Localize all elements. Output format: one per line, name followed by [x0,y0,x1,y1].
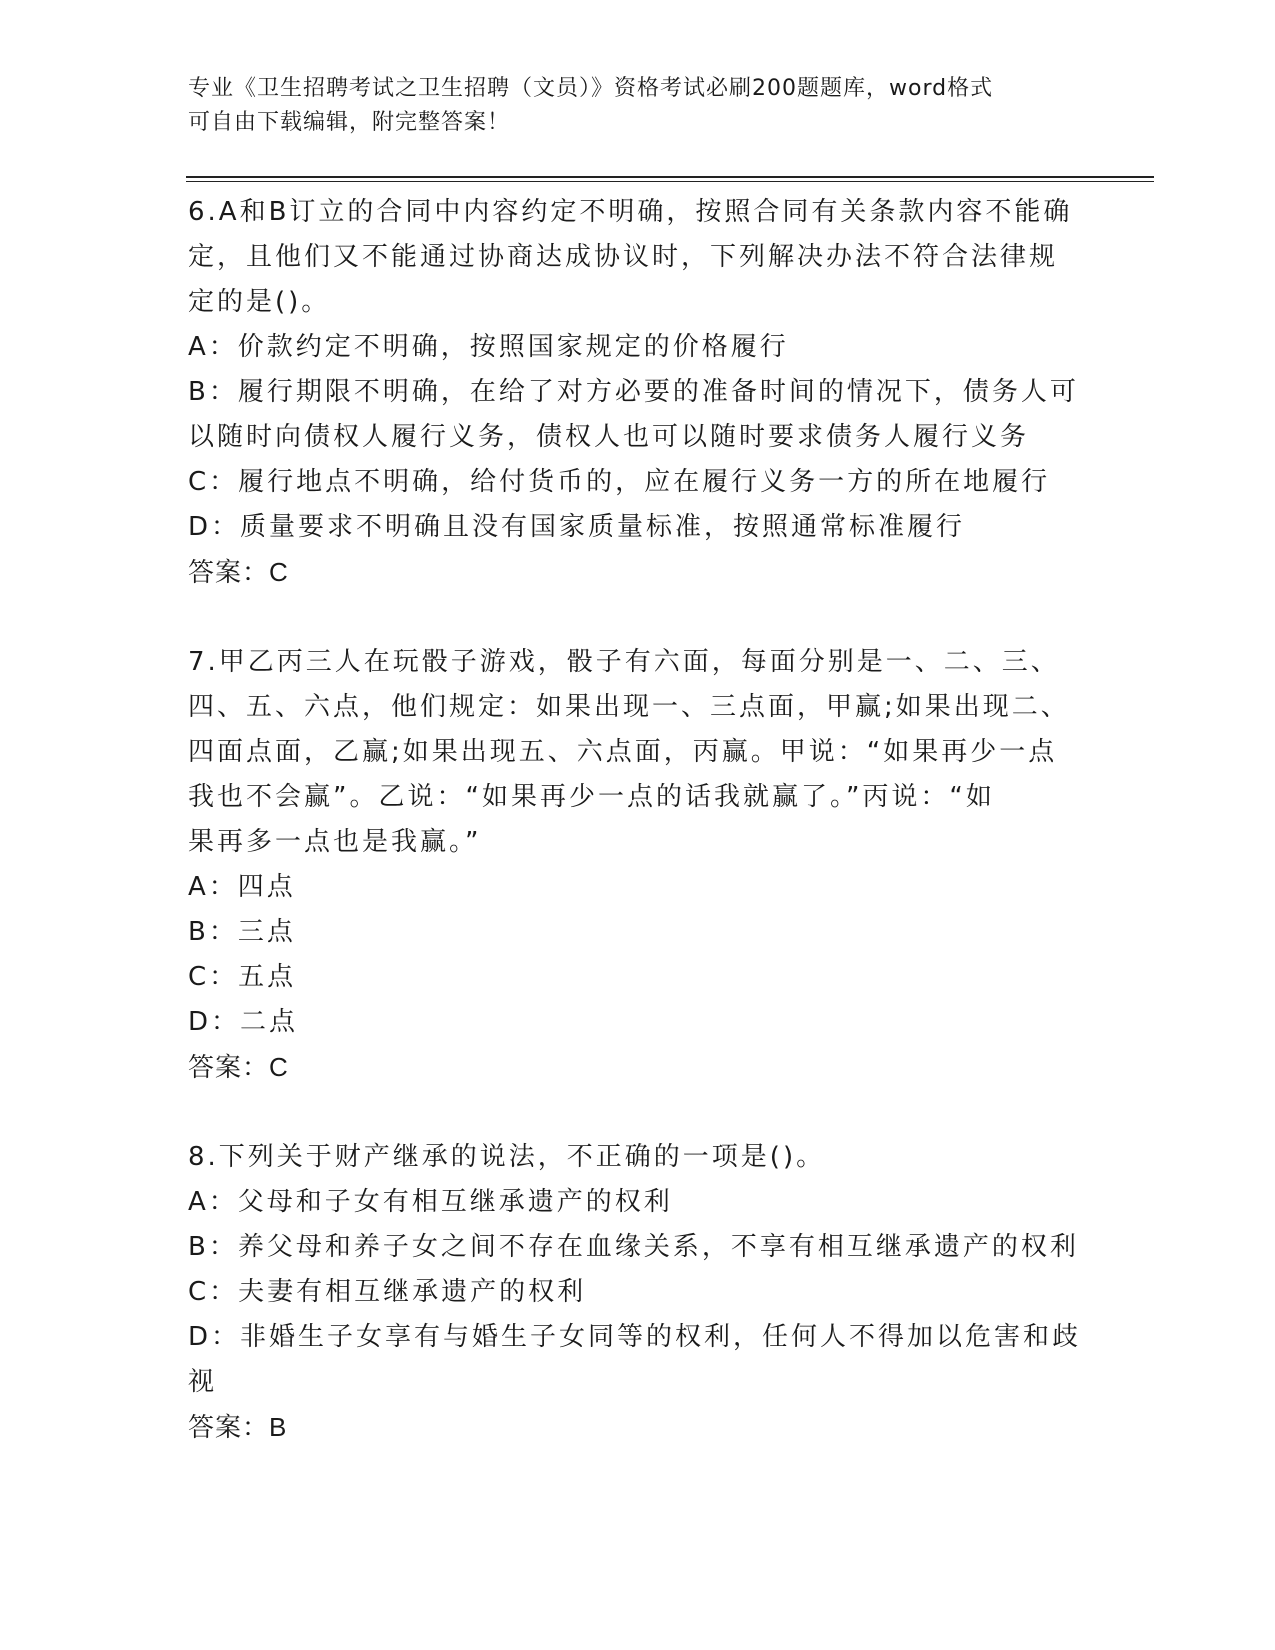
question-text-line: 我也不会赢”。乙说：“如果再少一点的话我就赢了。”丙说：“如 [188,782,995,812]
question-text-line: 果再多一点也是我赢。” [188,827,482,857]
question-text-line: 定的是()。 [188,287,331,317]
option-b: B：履行期限不明确，在给了对方必要的准备时间的情况下，债务人可 [188,377,1079,407]
question-text-line: 定，且他们又不能通过协商达成协议时，下列解决办法不符合法律规 [188,242,1059,272]
header-divider-thin [186,181,1154,182]
option-d: D：非婚生子女享有与婚生子女同等的权利，任何人不得加以危害和歧 [188,1322,1082,1352]
option-c: C：履行地点不明确，给付货币的，应在履行义务一方的所在地履行 [188,467,1051,497]
header-line-1: 专业《卫生招聘考试之卫生招聘（文员）》资格考试必刷200题题库，word格式 [188,76,994,101]
option-c: C：五点 [188,962,297,992]
option-b: B：养父母和养子女之间不存在血缘关系，不享有相互继承遗产的权利 [188,1232,1079,1262]
question-list [188,190,1088,1450]
question-spacer [188,1090,1088,1135]
option-a: A：价款约定不明确，按照国家规定的价格履行 [188,332,789,362]
option-d: D：质量要求不明确且没有国家质量标准，按照通常标准履行 [188,512,966,542]
option-a: A：四点 [188,872,296,902]
question-text-line: 7.甲乙丙三人在玩骰子游戏，骰子有六面，每面分别是一、二、三、 [188,647,1060,677]
option-c: C：夫妻有相互继承遗产的权利 [188,1277,587,1307]
option-b: B：三点 [188,917,296,947]
question-8 [188,1135,1088,1450]
answer-line: 答案：B [188,1412,288,1442]
header-divider-thick [186,176,1154,178]
option-d: D：二点 [188,1007,299,1037]
question-text-line: 8.下列关于财产继承的说法，不正确的一项是()。 [188,1142,826,1172]
question-spacer [188,595,1088,640]
option-a: A：父母和子女有相互继承遗产的权利 [188,1187,673,1217]
question-7 [188,640,1088,1090]
question-6 [188,190,1088,595]
question-text-line: 6.A和B订立的合同中内容约定不明确，按照合同有关条款内容不能确 [188,197,1073,227]
header-line-2: 可自由下载编辑，附完整答案！ [188,110,511,135]
answer-line: 答案：C [188,557,289,587]
document-header [188,72,1068,140]
question-text-line: 四面点面，乙赢;如果出现五、六点面，丙赢。甲说：“如果再少一点 [188,737,1058,767]
question-text-line: 四、五、六点，他们规定：如果出现一、三点面，甲赢;如果出现二、 [188,692,1070,722]
option-b-continued: 以随时向债权人履行义务，债权人也可以随时要求债务人履行义务 [188,422,1030,452]
option-d-continued: 视 [188,1367,218,1397]
answer-line: 答案：C [188,1052,289,1082]
